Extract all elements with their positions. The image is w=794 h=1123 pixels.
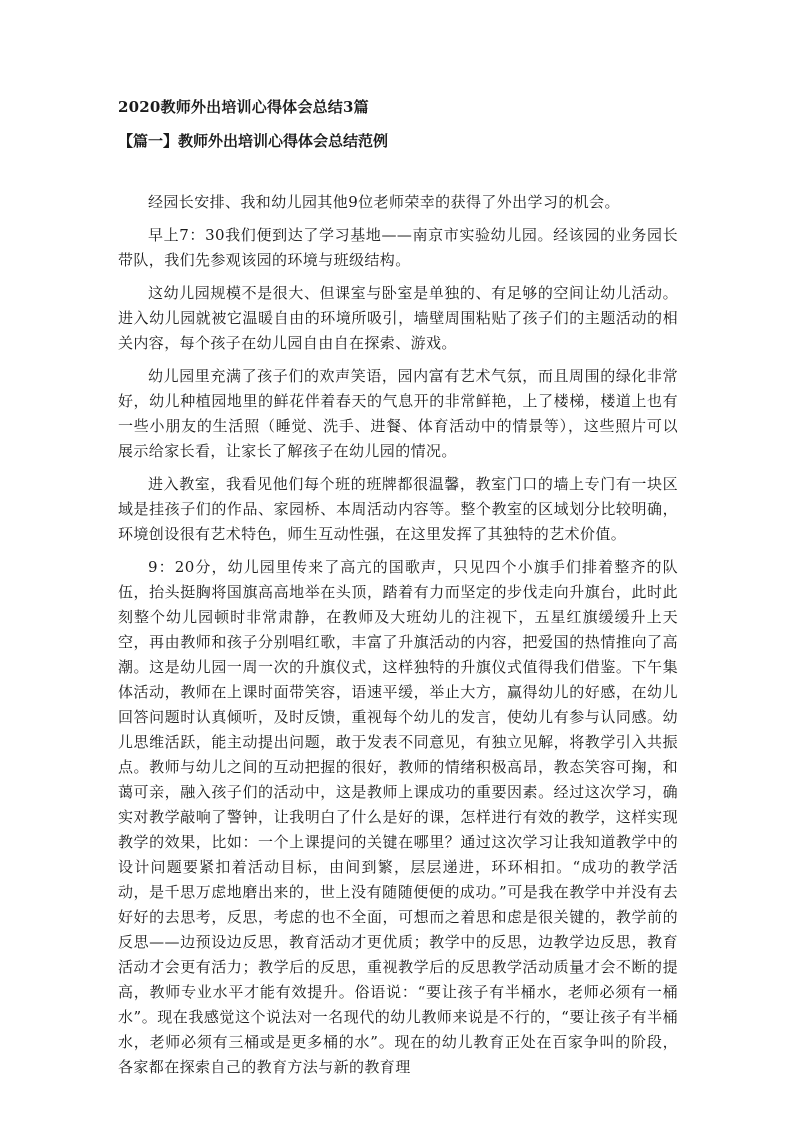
section-title: 【篇一】教师外出培训心得体会总结范例 <box>118 132 389 150</box>
document-title: 2020教师外出培训心得体会总结3篇 <box>118 98 369 116</box>
document-body <box>118 190 678 1088</box>
paragraph-6: 9：20分，幼儿园里传来了高亢的国歌声，只见四个小旗手们排着整齐的队伍，抬头挺胸将国旗高高地举在头顶，踏着有力而坚定的步伐走向升旗台，此时此刻整个幼儿园顿时非常肃静，在教师及大班幼儿的注视下，五星红旗缓缓升上天空，再由教师和孩子分别唱红歌，丰富了升旗活动的内容，把爱国的热情推向了高潮。这是幼儿园一周一次的升旗仪式，这样独特的升旗仪式值得我们借鉴。下午集体活动，教师在上课时面带笑容，语速平缓，举止大方，赢得幼儿的好感，在幼儿回答问题时认真倾听，及时反馈，重视每个幼儿的发言，使幼儿有参与认同感。幼儿思维活跃，能主动提出问题，敢于发表不同意见，有独立见解，将教学引入共振点。教师与幼儿之间的互动把握的很好，教师的情绪积极高昂，教态笑容可掬，和蔼可亲，融入孩子们的活动中，这是教师上课成功的重要因素。经过这次学习，确实对教学敲响了警钟，让我明白了什么是好的课，怎样进行有效的教学，这样实现教学的效果，比如：一个上课提问的关键在哪里？通过这次学习让我知道教学中的设计问题要紧扣着活动目标，由间到繁，层层递进，环环相扣。“成功的教学活动，是千思万虑地磨出来的，世上没有随随便便的成功。”可是我在教学中并没有去好好的去思考，反思，考虑的也不全面，可想而之着思和虑是很关键的，教学前的反思——边预设边反思，教育活动才更优质；教学中的反思，边教学边反思，教育活动才会更有活力；教学后的反思，重视教学后的反思教学活动质量才会不断的提高，教师专业水平才能有效提升。俗语说：“要让孩子有半桶水，老师必须有一桶水”。现在我感觉这个说法对一名现代的幼儿教师来说是不行的，“要让孩子有半桶水，老师必须有三桶或是更多桶的水”。现在的幼儿教育正处在百家争叫的阶段，各家都在探索自己的教育方法与新的教育理 <box>118 558 678 1076</box>
paragraph-3: 这幼儿园规模不是很大、但课室与卧室是单独的、有足够的空间让幼儿活动。进入幼儿园就被它温暖自由的环境所吸引，墙壁周围粘贴了孩子们的主题活动的相关内容，每个孩子在幼儿园自由自在探索、游戏。 <box>118 284 678 352</box>
paragraph-1: 经园长安排、我和幼儿园其他9位老师荣幸的获得了外出学习的机会。 <box>148 193 620 211</box>
paragraph-5: 进入教室，我看见他们每个班的班牌都很温馨，教室门口的墙上专门有一块区域是挂孩子们的作品、家园桥、本周活动内容等。整个教室的区域划分比较明确，环境创设很有艺术特色，师生互动性强，在这里发挥了其独特的艺术价值。 <box>118 475 678 543</box>
paragraph-2: 早上7：30我们便到达了学习基地——南京市实验幼儿园。经该园的业务园长带队，我们先参观该园的环境与班级结构。 <box>118 226 678 269</box>
paragraph-4: 幼儿园里充满了孩子们的欢声笑语，园内富有艺术气氛，而且周围的绿化非常好，幼儿种植园地里的鲜花伴着春天的气息开的非常鲜艳，上了楼梯，楼道上也有一些小朋友的生活照（睡觉、洗手、进餐、体育活动中的情景等），这些照片可以展示给家长看，让家长了解孩子在幼儿园的情况。 <box>118 367 678 460</box>
